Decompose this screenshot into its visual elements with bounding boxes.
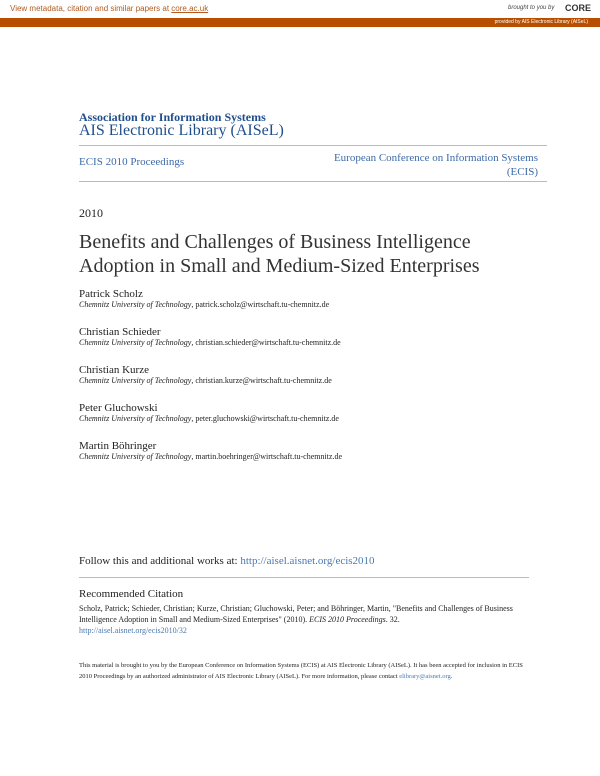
divider [79, 577, 529, 578]
org-name: Association for Information Systems [79, 110, 266, 124]
author-entry [79, 288, 342, 326]
author-entry [79, 364, 342, 402]
conference-link[interactable]: European Conference on Information Systems (ECIS) [333, 152, 538, 178]
citation-link[interactable]: http://aisel.aisnet.org/ecis2010/32 [79, 626, 187, 635]
author-name: Peter Gluchowski [79, 402, 158, 414]
core-logo[interactable]: CORE [565, 3, 592, 13]
author-entry [79, 440, 342, 478]
author-name: Martin Böhringer [79, 440, 157, 452]
core-link[interactable]: core.ac.uk [171, 4, 209, 13]
author-affiliation: Chemnitz University of Technology, martin.boehringer@wirtschaft.tu-chemnitz.de [79, 452, 343, 461]
author-name: Christian Schieder [79, 326, 161, 338]
authors-list [79, 288, 342, 478]
author-affiliation: Chemnitz University of Technology, christian.kurze@wirtschaft.tu-chemnitz.de [79, 376, 332, 385]
provided-by-bar: provided by AIS Electronic Library (AISeL) [0, 18, 600, 27]
follow-line: Follow this and additional works at: http://aisel.aisnet.org/ecis2010 [79, 555, 375, 567]
year: 2010 [79, 206, 103, 220]
citation-heading: Recommended Citation [79, 588, 184, 600]
contact-email-link[interactable]: elibrary@aisnet.org [399, 673, 451, 680]
core-metadata-text: View metadata, citation and similar papers at core.ac.uk [10, 4, 209, 13]
divider [79, 145, 547, 146]
author-entry [79, 402, 342, 440]
citation-text: Scholz, Patrick; Schieder, Christian; Kurze, Christian; Gluchowski, Peter; and Böhringer, Martin, "Benefits and Challenges of Business Intelligence Adoption in Small and Medium-Sized Enterprises" (2010). ECIS 2010 Proceedings. 32. http://aisel.aisnet.org/ecis2010/32 [79, 604, 513, 635]
ecis2010-link[interactable]: http://aisel.aisnet.org/ecis2010 [240, 555, 375, 567]
author-affiliation: Chemnitz University of Technology, christian.schieder@wirtschaft.tu-chemnitz.de [79, 338, 341, 347]
divider [79, 181, 547, 182]
core-banner [0, 0, 600, 18]
brought-by-text: brought to you by [508, 5, 555, 11]
author-affiliation: Chemnitz University of Technology, patrick.scholz@wirtschaft.tu-chemnitz.de [79, 300, 330, 309]
paper-title: Benefits and Challenges of Business Intelligence Adoption in Small and Medium-Sized Enterprises [79, 231, 480, 277]
footer-note: This material is brought to you by the European Conference on Information Systems (ECIS) at AIS Electronic Library (AISeL). It has been accepted for inclusion in ECIS 2010 Proceedings by an authorized administrator of AIS Electronic Library (AISeL). For more information, please contact elibrary@aisnet.org. [79, 662, 523, 680]
author-name: Patrick Scholz [79, 288, 143, 300]
proceedings-link[interactable]: ECIS 2010 Proceedings [79, 156, 185, 168]
author-name: Christian Kurze [79, 364, 149, 376]
library-name: AIS Electronic Library (AISeL) [79, 122, 284, 139]
author-entry [79, 326, 342, 364]
author-affiliation: Chemnitz University of Technology, peter.gluchowski@wirtschaft.tu-chemnitz.de [79, 414, 339, 423]
